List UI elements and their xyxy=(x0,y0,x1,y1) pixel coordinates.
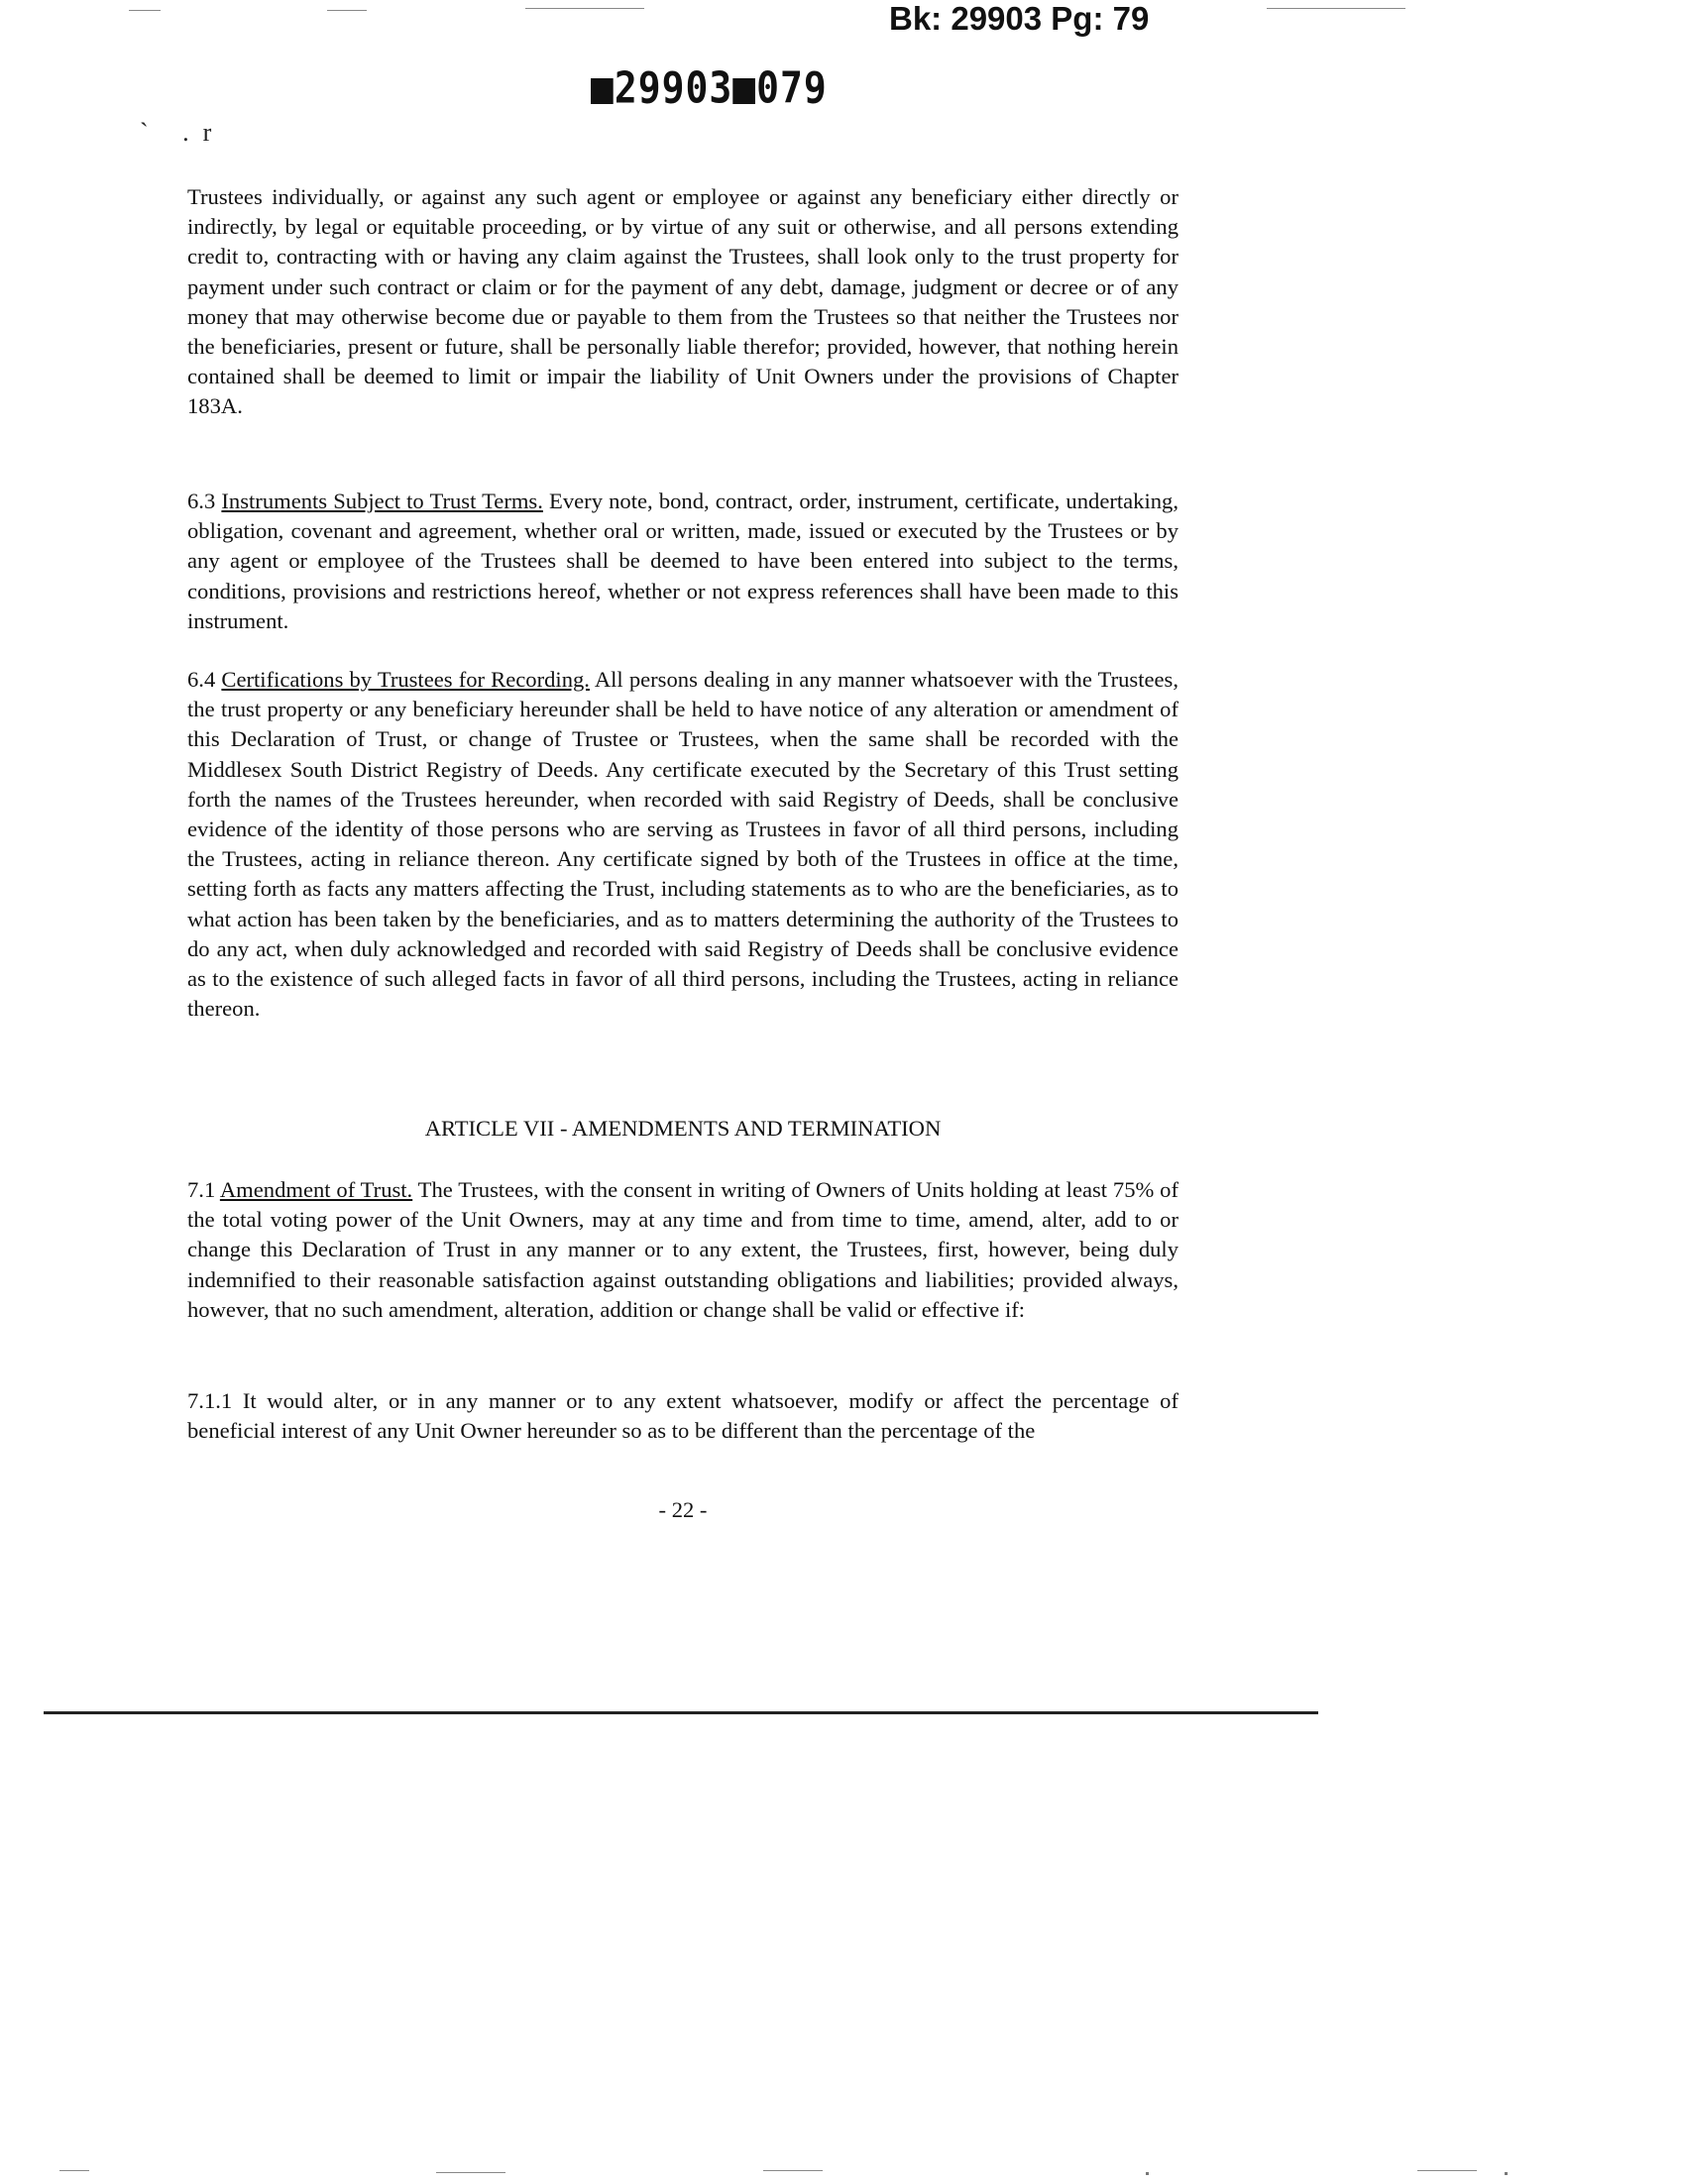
paragraph-text: Trustees individually, or against any such agent or employee or against any beneficiary either directly or indirectly, by legal or equitable proceeding, or by virtue of any suit or otherwise, and all persons extending credit to, contracting with or having any claim against the Trustees, shall look only to the trust property for payment under such contract or claim or for the payment of any debt, damage, judgment or decree or of any money that may otherwise become due or payable to them from the Trustees so that neither the Trustees nor the beneficiaries, present or future, shall be personally liable therefor; provided, however, that nothing herein contained shall be deemed to limit or impair the liability of Unit Owners under the provisions of Chapter 183A. xyxy=(187,184,1178,419)
section-6-4 xyxy=(187,665,1178,1024)
section-title: Certifications by Trustees for Recording. xyxy=(221,667,590,692)
scan-artifact xyxy=(1267,8,1405,9)
paragraph-continuation xyxy=(187,182,1178,422)
section-number: 6.3 xyxy=(187,489,216,513)
scan-artifact xyxy=(129,10,161,11)
section-title: Instruments Subject to Trust Terms. xyxy=(221,489,543,513)
horizontal-rule xyxy=(44,1711,1318,1714)
scan-artifact xyxy=(436,2172,505,2173)
section-number: 7.1 xyxy=(187,1177,216,1202)
scan-artifact xyxy=(1505,2172,1508,2175)
scan-artifact xyxy=(327,10,367,11)
recording-stamp: ■29903■079 xyxy=(591,62,828,113)
section-body: The Trustees, with the consent in writing of Owners of Units holding at least 75% of the total voting power of the Unit Owners, may at any time and from time to time, amend, alter, add to or change this Declaration of Trust in any manner or to any extent, the Trustees, first, however, being duly indemnified to their reasonable satisfaction against outstanding obligations and liabilities; provided always, however, that no such amendment, alteration, addition or change shall be valid or effective if: xyxy=(187,1177,1179,1322)
margin-marks: ` .r xyxy=(140,118,226,147)
article-heading: ARTICLE VII - AMENDMENTS AND TERMINATION xyxy=(424,1116,942,1141)
section-7-1-1 xyxy=(187,1386,1178,1446)
section-body: 7.1.1 It would alter, or in any manner or to any extent whatsoever, modify or affect the percentage of beneficial interest of any Unit Owner hereunder so as to be different than the percentage of the xyxy=(187,1388,1178,1444)
scan-artifact xyxy=(1417,2170,1477,2171)
book-page-reference: Bk: 29903 Pg: 79 xyxy=(889,0,1150,37)
section-body: Every note, bond, contract, order, instrument, certificate, undertaking, obligation, covenant and agreement, whether oral or written, made, issued or executed by the Trustees or by any agent or employee of the Trustees shall be deemed to have been entered into subject to the terms, conditions, provisions and restrictions hereof, whether or not express references shall have been made to this instrument. xyxy=(187,489,1179,633)
page-number: - 22 - xyxy=(658,1497,708,1522)
scan-artifact xyxy=(59,2170,89,2171)
section-6-3 xyxy=(187,487,1178,636)
scan-artifact xyxy=(1146,2172,1149,2175)
section-body: All persons dealing in any manner whatsoever with the Trustees, the trust property or any beneficiary hereunder shall be held to have notice of any alteration or amendment of this Declaration of Trust, or change of Trustee or Trustees, when the same shall be recorded with the Middlesex South District Registry of Deeds. Any certificate executed by the Secretary of this Trust setting forth the names of the Trustees hereunder, when recorded with said Registry of Deeds, shall be conclusive evidence of the identity of those persons who are serving as Trustees in favor of all third persons, including the Trustees, acting in reliance thereon. Any certificate signed by both of the Trustees in office at the time, setting forth as facts any matters affecting the Trust, including statements as to who are the beneficiaries, as to what action has been taken by the beneficiaries, and as to matters determining the authority of the Trustees to do any act, when duly acknowledged and recorded with said Registry of Deeds shall be conclusive evidence as to the existence of such alleged facts in favor of all third persons, including the Trustees, acting in reliance thereon. xyxy=(187,667,1179,1022)
section-number: 6.4 xyxy=(187,667,216,692)
section-title: Amendment of Trust. xyxy=(219,1177,413,1202)
scan-artifact xyxy=(525,8,644,9)
section-7-1 xyxy=(187,1175,1178,1325)
scan-artifact xyxy=(763,2170,823,2171)
